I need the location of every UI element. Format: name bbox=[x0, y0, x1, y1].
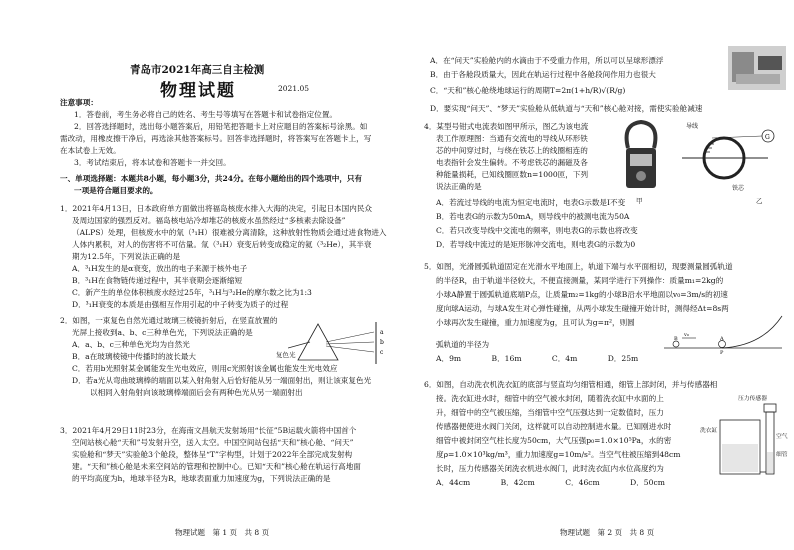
clamp-meter-figure bbox=[612, 118, 674, 196]
label-a: a bbox=[380, 329, 384, 336]
q1-line: 期为12.5年，下列说法正确的是 bbox=[72, 252, 181, 261]
q5-line: 小球再次发生碰撞，重力加速度为g，且可认为g=π²，则圆 bbox=[436, 318, 635, 327]
prism-shape bbox=[298, 324, 338, 360]
page-two bbox=[400, 0, 794, 550]
q1-option-c: C．新产生的单位体积核废水经过25年，³₁H与³₂He的摩尔数之比为1:3 bbox=[72, 288, 312, 297]
q6-line: 长时，压力传感器关闭洗衣机进水阀门，此时洗衣缸内水位高度约为 bbox=[436, 464, 664, 473]
svg-text:G: G bbox=[765, 134, 770, 141]
q2-option-d: D．若a光从弯曲玻璃棒的端面以某入射角射入后恰好能从另一端面射出，则让该束复色光 bbox=[72, 376, 372, 385]
fig-label-wire: 导线 bbox=[686, 123, 699, 130]
q6-line: 接。洗衣缸进水时，细管中的空气被水封闭，随着洗衣缸中水面的上 bbox=[436, 394, 664, 403]
q6-line: 6．如图，自动洗衣机洗衣缸的底部与竖直均匀细管相通，细管上部封闭，并与传感器相 bbox=[424, 380, 718, 389]
prism-label: 复色光 bbox=[276, 351, 296, 359]
q4-option-d: D．若导线中流过的是矩形脉冲交流电，则电表G的示数为0 bbox=[436, 240, 636, 249]
page-footer: 物理试题 第 1 页 共 8 页 bbox=[175, 528, 270, 537]
section-heading: 一项是符合题目要求的。 bbox=[74, 186, 158, 195]
space-station-photo bbox=[728, 46, 786, 90]
q6-line: 度ρ=1.0×10³kg/m³，重力加速度g=10m/s²。当空气柱被压缩到48cm bbox=[436, 450, 681, 459]
q2-option-c: C．若用b光照射某金属能发生光电效应，则用c光照射该金属也能发生光电效应 bbox=[72, 364, 338, 373]
notice-line: 需改动，用橡皮擦干净后，再选涂其他答案标号。回答非选择题时，将答案写在答题卡上，写 bbox=[60, 134, 372, 143]
q2-option-d-cont: 以相同入射角射向该玻璃棒端面后会有两种色光从另一端面射出 bbox=[90, 388, 303, 397]
q2-line: 光屏上接收到a、b、c三种单色光，下列说法正确的是 bbox=[72, 328, 253, 337]
fig-label-sensor: 压力传感器 bbox=[738, 396, 767, 402]
q3-line: 的平均高度为h，地球半径为R，地球表面重力加速度为g，下列说法正确的是 bbox=[72, 474, 331, 483]
q2-line: 2．如图，一束复色自然光通过玻璃三棱镜折射后，在竖直放置的 bbox=[60, 316, 278, 325]
q1-line: 及周边国家的强烈反对。福岛核电站冷却堆芯的核废水虽然经过“多核素去除设备” bbox=[72, 216, 346, 225]
q1-line: 人体内累积，对人的伤害将不可估量。氚（³₁H）衰变后转变成稳定的氦（³₂He），其半衰 bbox=[72, 240, 372, 249]
fig-label-air: 空气 bbox=[776, 434, 788, 440]
fig-label-core: 铁芯 bbox=[732, 185, 745, 192]
prism-figure bbox=[288, 318, 388, 368]
q3-option-c: C．“天和”核心舱绕地球运行的周期T=2π(1+h/R)√(R/g) bbox=[430, 86, 626, 95]
subject-title: 物理试题 bbox=[160, 81, 236, 101]
exam-title: 青岛市2021年高三自主检测 bbox=[130, 64, 265, 76]
principle-figure bbox=[682, 124, 782, 186]
q5-line: 小球A静置于圆弧轨道底端P点，让质量m₂=1kg的小球B沿水平地面以v₀=3m/s的初速 bbox=[436, 290, 728, 299]
ray-a bbox=[326, 332, 374, 342]
notice-heading: 注意事项： bbox=[60, 98, 98, 107]
q6-line: 细管中被封闭空气柱长度为50cm，大气压强p₀=1.0×10⁵Pa，水的密 bbox=[436, 436, 672, 445]
q4-line: 表工作原理图：当通有交流电的导线从环形铁 bbox=[436, 134, 588, 143]
q4-option-b: B．若电表G的示数为50mA，则导线中的被测电流为50A bbox=[436, 212, 630, 221]
section-heading: 一、单项选择题：本题共8小题，每小题3分，共24分。在每小题给出的四个选项中，只有 bbox=[60, 174, 363, 183]
q1-line: 1．2021年4月13日，日本政府单方面做出将福岛核废水排入大海的决定，引起日本国内民众 bbox=[60, 204, 373, 213]
arc-track-figure bbox=[662, 310, 788, 354]
label-c: c bbox=[380, 349, 384, 356]
q5-line: 度向球A运动，与球A发生对心弹性碰撞，从两小球发生碰撞开始计时，测得经Δt=8s两 bbox=[436, 304, 729, 313]
q3-option-b: B．由于各舱段质量大，因此在轨运行过程中各舱段间作用力也很大 bbox=[430, 70, 656, 79]
svg-text:A: A bbox=[720, 336, 724, 342]
q5-line: 弧轨道的半径为 bbox=[436, 340, 490, 349]
q6-line: 升，细管中的空气被压缩，当细管中空气压强达到一定数值时，压力 bbox=[436, 408, 664, 417]
fig-label-jia: 甲 bbox=[636, 197, 643, 205]
q3-line: 空间站核心舱“天和”号发射升空，送入太空。中国空间站包括“天和”核心舱、“问天” bbox=[72, 438, 354, 447]
fig-label-tub: 洗衣缸 bbox=[700, 428, 718, 434]
q3-line: 实验舱和“梦天”实验舱3个舱段，整体呈“T”字构型，计划于2022年全部完成发射构 bbox=[72, 450, 353, 459]
label-b: b bbox=[380, 339, 384, 346]
q2-option-b: B．a在玻璃棱镜中传播时的波长最大 bbox=[72, 352, 197, 361]
q3-option-d: D．要实现“问天”、“梦天”实验舱从低轨道与“天和”核心舱对接，需使实验舱减速 bbox=[430, 104, 703, 113]
notice-line: 3．考试结束后，将本试卷和答题卡一并交回。 bbox=[74, 158, 231, 167]
exam-date: 2021.05 bbox=[278, 84, 310, 93]
fig-label-tube: 细管 bbox=[776, 452, 788, 458]
q4-line: 电表指针会发生偏转。不考虑铁芯的漏磁及各 bbox=[436, 158, 588, 167]
q3-option-a: A．在“问天”实验舱内的水滴由于不受重力作用，所以可以呈球形漂浮 bbox=[430, 56, 664, 65]
q5-line: 5．如图，光滑圆弧轨道固定在光滑水平地面上，轨道下端与水平面相切，现要测量圆弧轨道 bbox=[424, 262, 733, 271]
q1-option-b: B．³₁H在食物链传递过程中，其半衰期会逐渐缩短 bbox=[72, 276, 243, 285]
q4-line: 4．某型号钳式电流表如图甲所示，图乙为该电流 bbox=[424, 122, 589, 131]
q1-line: （ALPS）处理，但核废水中的氚（³₁H）很难被分离清除，这种放射性物质会通过进食物进入 bbox=[72, 228, 387, 237]
q6-line: 传感器便使进水阀门关闭，这样就可以自动控制进水量。已知刚进水时 bbox=[436, 422, 672, 431]
q2-option-a: A．a、b、c三种单色光均为自然光 bbox=[72, 340, 190, 349]
notice-line: 1．答卷前，考生务必将自己的姓名、考生号等填写在答题卡和试卷指定位置。 bbox=[74, 110, 338, 119]
fig-label-yi: 乙 bbox=[756, 197, 763, 205]
q3-line: 建。“天和”核心舱是未来空间站的管理和控制中心。已知“天和”核心舱在轨运行高地面 bbox=[72, 462, 361, 471]
q5-line: 的半径R，由于轨道半径较大，不便直接测量，某同学进行下列操作：质量m₁=2kg的 bbox=[436, 276, 724, 285]
svg-text:B: B bbox=[674, 336, 678, 342]
q1-option-d: D．³₁H衰变的本质是由强相互作用引起的中子转变为质子的过程 bbox=[72, 300, 289, 309]
q4-option-c: C．若只改变导线中交流电的频率，则电表G的示数也将改变 bbox=[436, 226, 638, 235]
q4-line: 说法正确的是 bbox=[436, 182, 482, 191]
q4-line: 芯的中间穿过时，与绕在铁芯上的线圈相连的 bbox=[436, 146, 588, 155]
svg-text:P: P bbox=[720, 350, 724, 354]
q1-option-a: A．³₁H发生的是α衰变，放出的电子来源于核外电子 bbox=[72, 264, 248, 273]
page-footer: 物理试题 第 2 页 共 8 页 bbox=[560, 528, 655, 537]
q4-line: 种能量损耗，已知线圈匝数n=1000匝，下列 bbox=[436, 170, 589, 179]
q6-options: A．44cm B．42cm C．46cm D．50cm bbox=[436, 478, 665, 487]
q3-line: 3．2021年4月29日11时23分，在海南文昌航天发射场用“长征”5B运载火箭将中国首个 bbox=[60, 426, 357, 435]
notice-line: 在本试卷上无效。 bbox=[60, 146, 121, 155]
q4-option-a: A．若流过导线的电流为恒定电流时，电表G示数是I不变 bbox=[436, 198, 626, 207]
q5-options: A．9m B．16m C．4m D．25m bbox=[436, 354, 639, 363]
svg-text:v₀: v₀ bbox=[684, 332, 689, 338]
ray-b bbox=[326, 342, 374, 344]
notice-line: 2．回答选择题时，选出每小题答案后，用铅笔把答题卡上对应题目的答案标号涂黑。如 bbox=[74, 122, 368, 131]
